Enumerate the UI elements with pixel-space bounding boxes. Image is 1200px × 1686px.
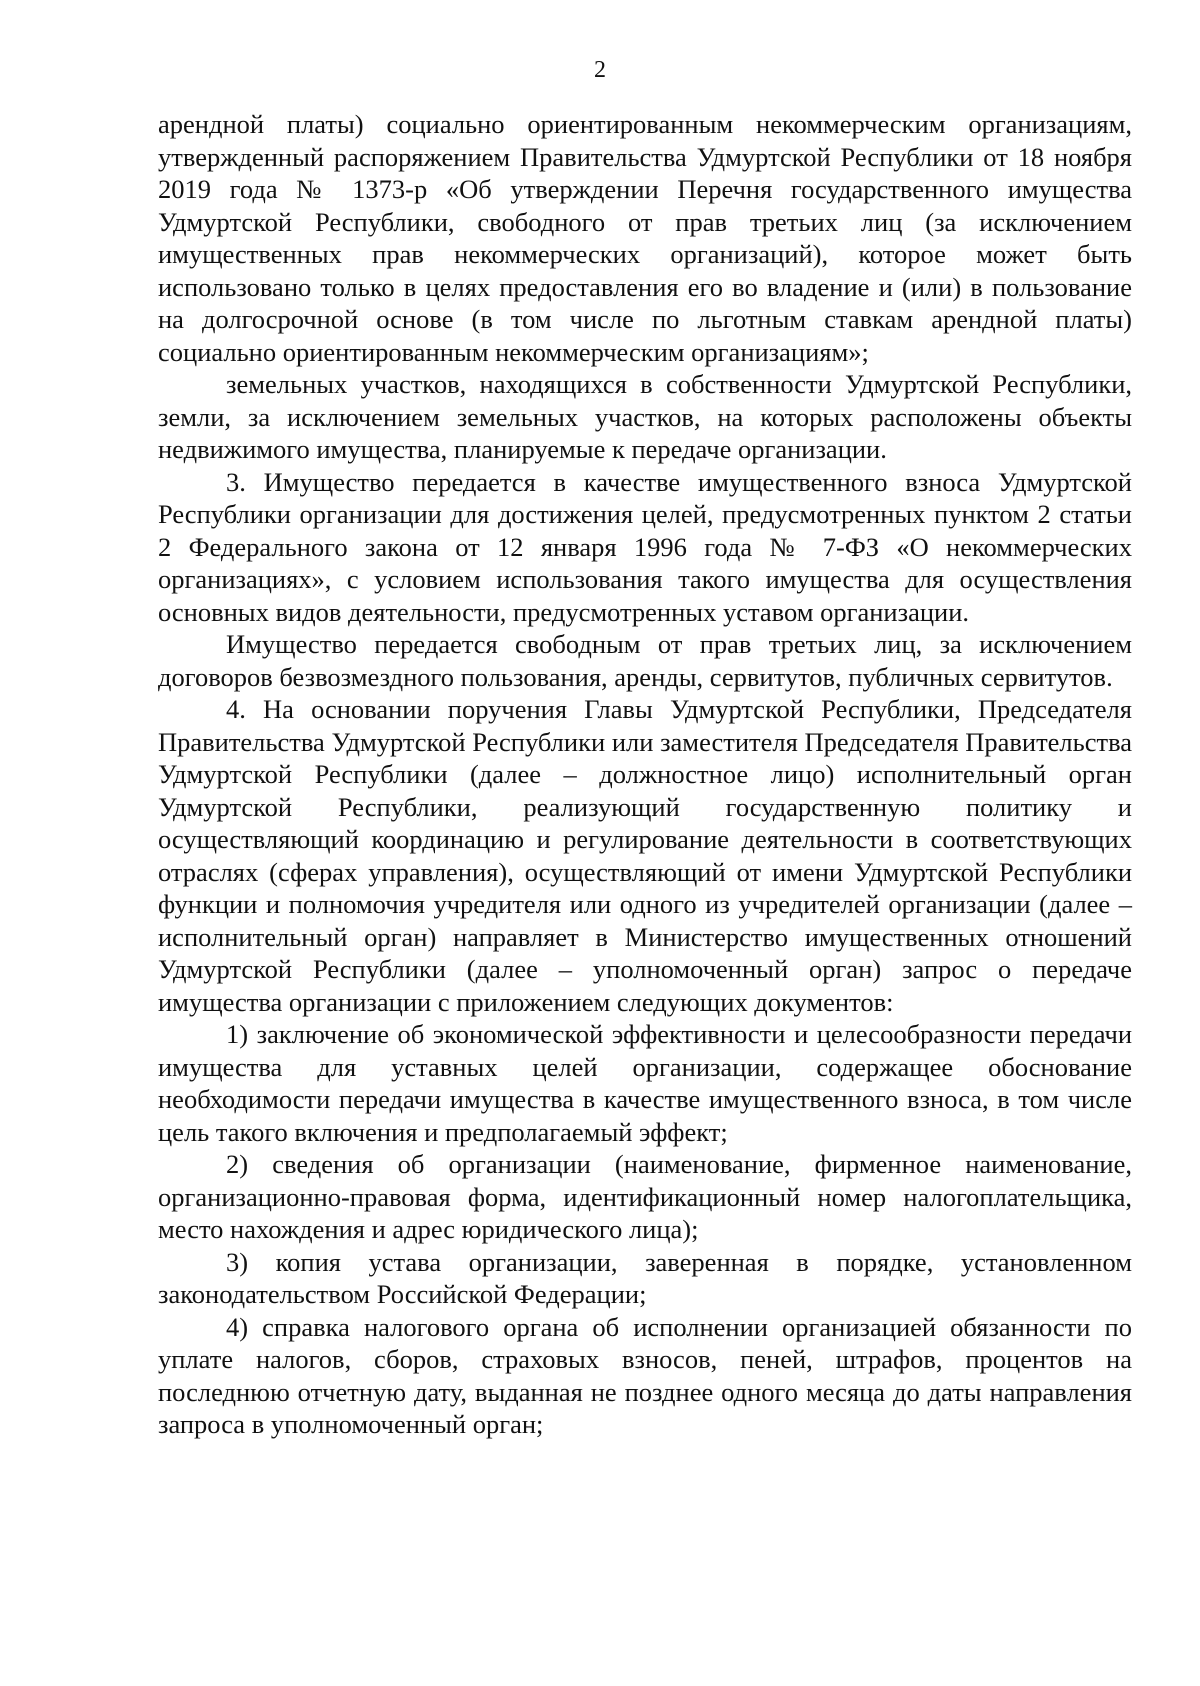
page-number: 2 xyxy=(594,57,606,83)
paragraph-item-4: 4. На основании поручения Главы Удмуртской Республики, Председателя Правительства Удмуртской Республики или заместителя Председателя Правительства Удмуртской Республики (далее – должностное лицо) исполнительный орган Удмуртской Республики, реализующий государственную политику и осуществляющий координацию и регулирование деятельности в соответствующих отраслях (сферах управления), осуществляющий от имени Удмуртской Республики функции и полномочия учредителя или одного из учредителей организации (далее – исполнительный орган) направляет в Министерство имущественных отношений Удмуртской Республики (далее – уполномоченный орган) запрос о передаче имущества организации с приложением следующих документов: xyxy=(158,694,1132,1017)
paragraph-subitem-3: 3) копия устава организации, заверенная в порядке, установленном законодательством Российской Федерации; xyxy=(158,1246,1132,1309)
paragraph-subitem-1: 1) заключение об экономической эффективности и целесообразности передачи имущества для уставных целей организации, содержащее обоснование необходимости передачи имущества в качестве имущественного взноса, в том числе цель такого включения и предполагаемый эффект; xyxy=(158,1019,1132,1147)
paragraph-subitem-4: 4) справка налогового органа об исполнении организацией обязанности по уплате налогов, сборов, страховых взносов, пеней, штрафов, процентов на последнюю отчетную дату, выданная не позднее одного месяца до даты направления запроса в уполномоченный орган; xyxy=(158,1311,1132,1439)
paragraph-item-3: 3. Имущество передается в качестве имущественного взноса Удмуртской Республики организации для достижения целей, предусмотренных пунктом 2 статьи 2 Федерального закона от 12 января 1996 года № 7-ФЗ «О некоммерческих организациях», с условием использования такого имущества для осуществления основных видов деятельности, предусмотренных уставом организации. xyxy=(158,466,1132,627)
paragraph-subitem-2: 2) сведения об организации (наименование, фирменное наименование, организационно-правовая форма, идентификационный номер налогоплательщика, место нахождения и адрес юридического лица); xyxy=(158,1149,1132,1244)
paragraph-free-of-rights: Имущество передается свободным от прав третьих лиц, за исключением договоров безвозмездного пользования, аренды, сервитутов, публичных сервитутов. xyxy=(158,629,1132,692)
paragraph-land-plots: земельных участков, находящихся в собственности Удмуртской Республики, земли, за исключением земельных участков, на которых расположены объекты недвижимого имущества, планируемые к передаче организации. xyxy=(158,369,1132,464)
paragraph-list-continuation: арендной платы) социально ориентированным некоммерческим организациям, утвержденный распоряжением Правительства Удмуртской Республики от 18 ноября 2019 года № 1373-р «Об утверждении Перечня государственного имущества Удмуртской Республики, свободного от прав третьих лиц (за исключением имущественных прав некоммерческих организаций), которое может быть использовано только в целях предоставления его во владение и (или) в пользование на долгосрочной основе (в том числе по льготным ставкам арендной платы) социально ориентированным некоммерческим организациям»; xyxy=(158,109,1132,367)
document-body xyxy=(158,108,1132,1441)
